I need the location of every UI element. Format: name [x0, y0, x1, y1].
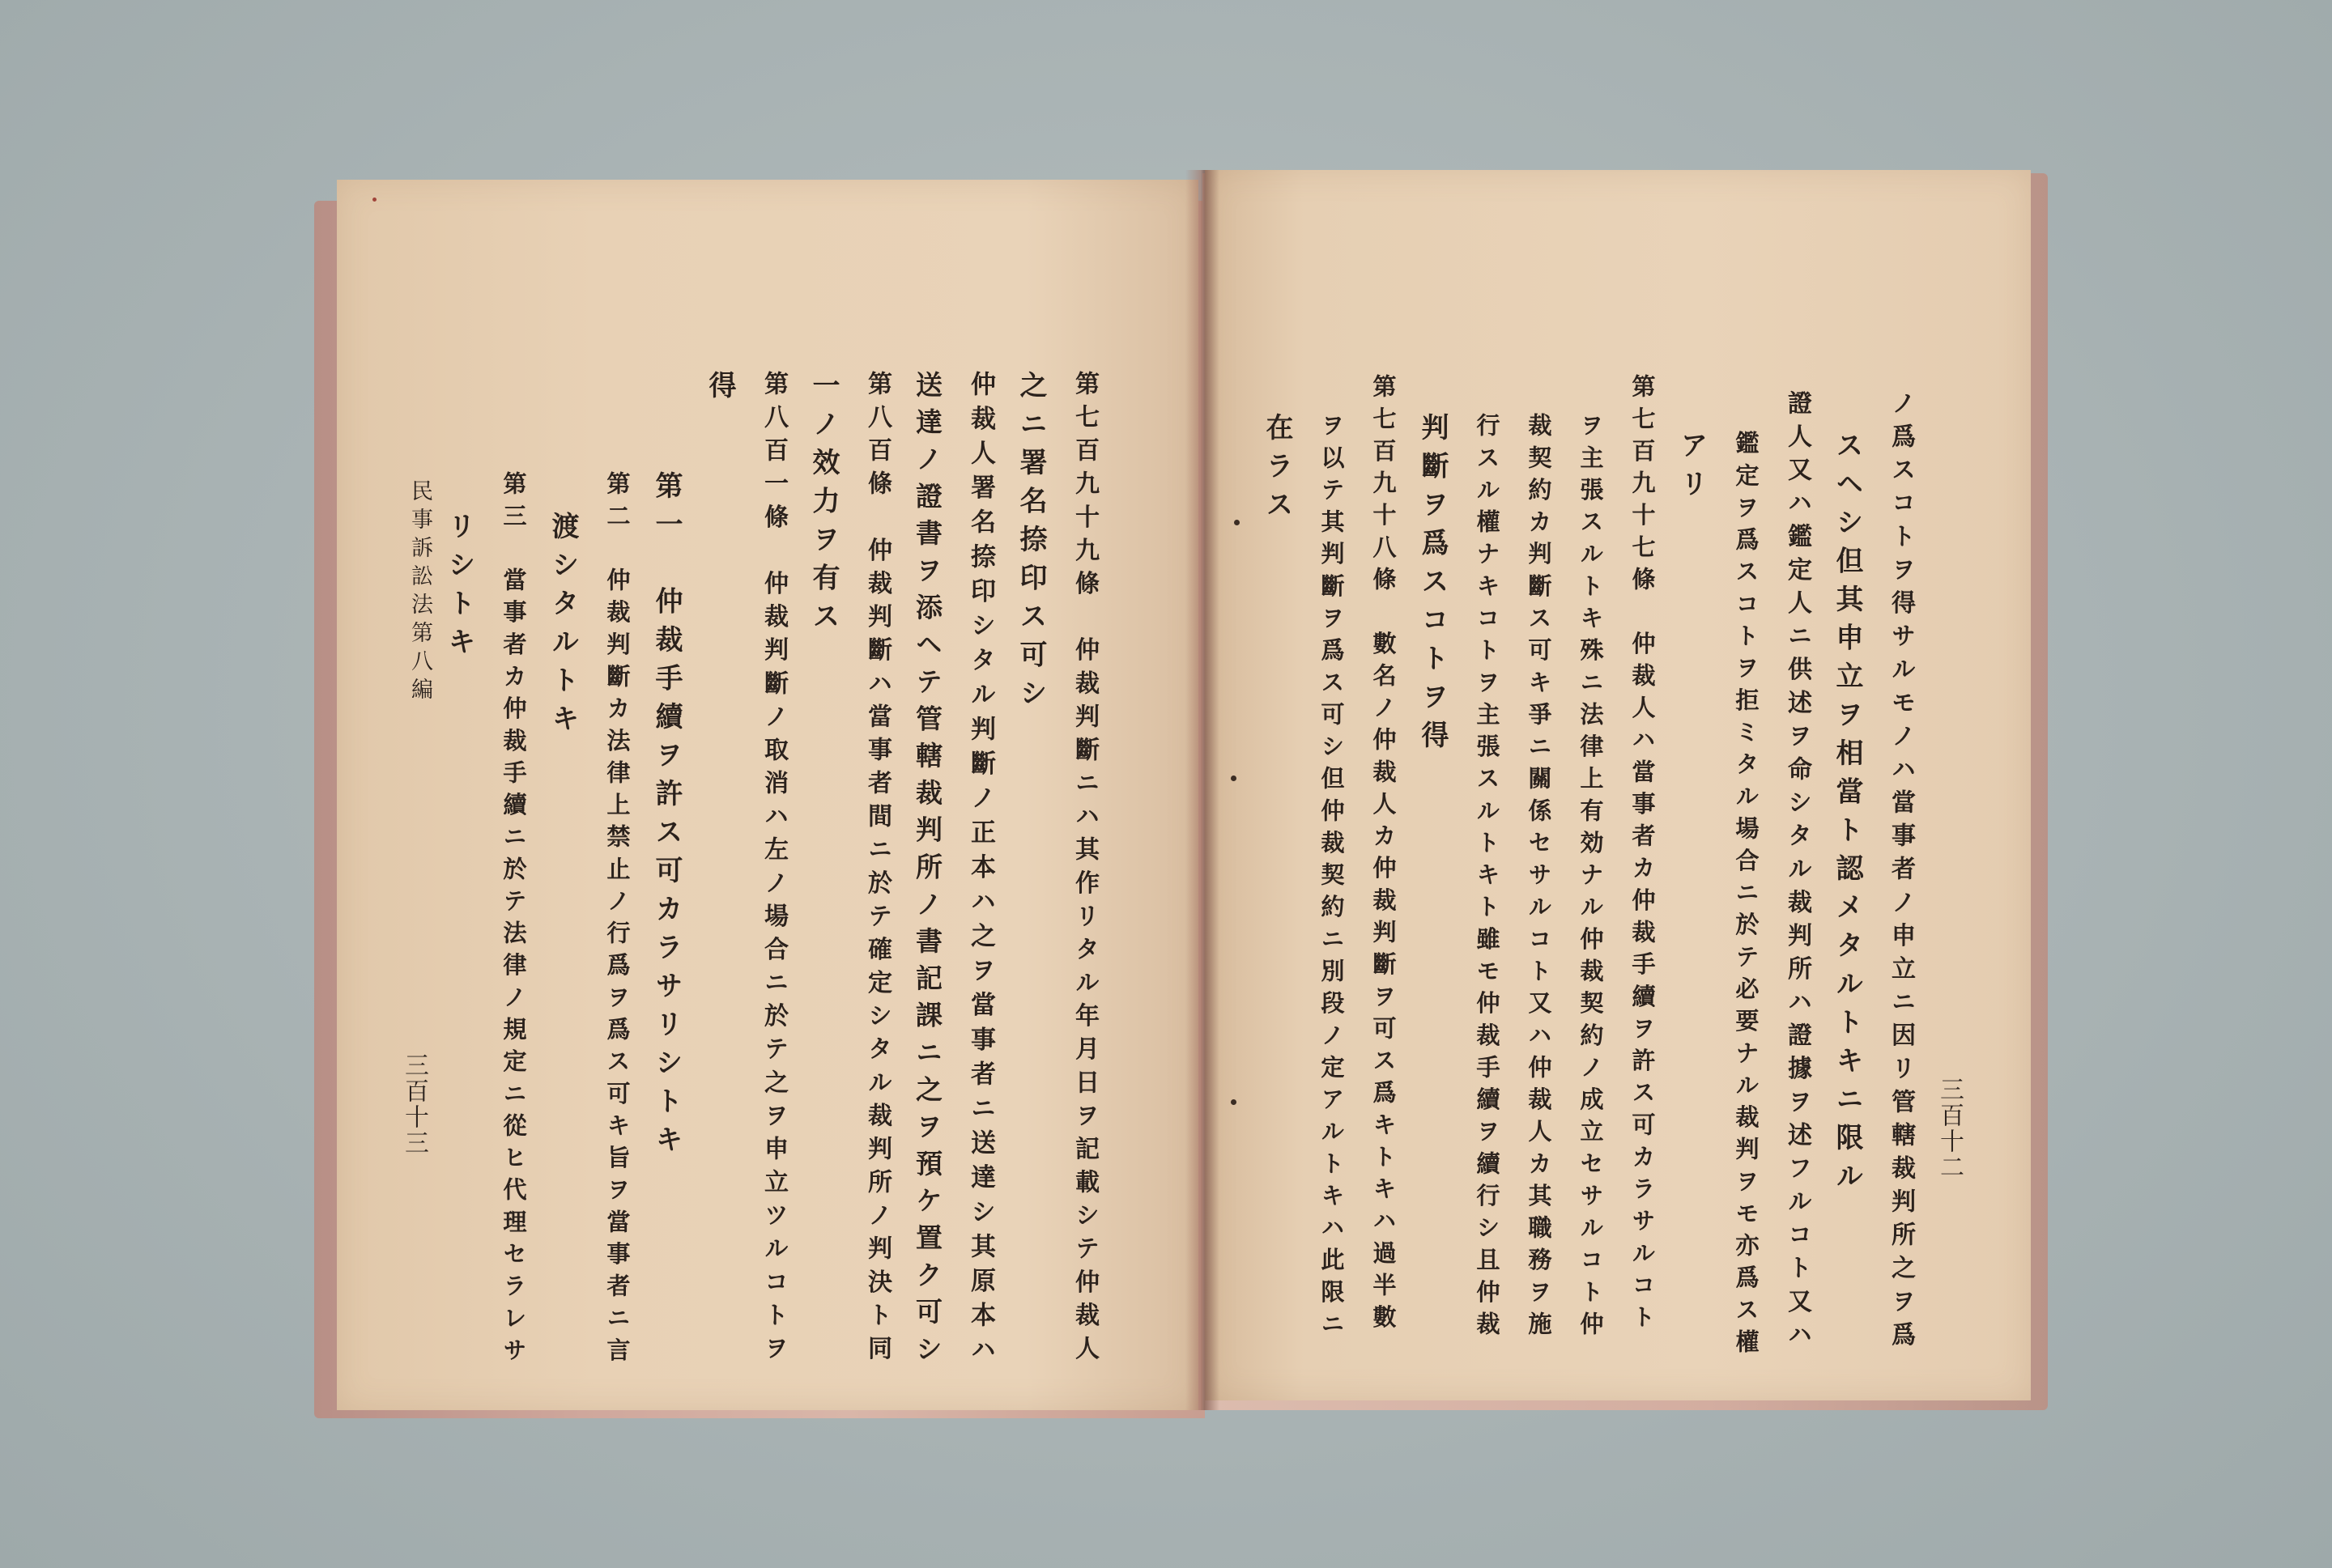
ink-speck — [372, 198, 377, 202]
left-col-3: 仲裁人署名捺印シタル判斷ノ正本ハ之ヲ當事者ニ送達シ其原本ハ — [966, 371, 995, 1371]
right-col-2: スヘシ但其申立ヲ相當ト認メタルトキニ限ル — [1831, 431, 1863, 1200]
left-col-10: 第二 仲裁判斷カ法律上禁止ノ行爲ヲ爲ス可キ旨ヲ當事者ニ言 — [603, 471, 631, 1370]
binding-hole — [1231, 1099, 1236, 1105]
right-col-8: 裁契約カ判斷ス可キ爭ニ關係セサルコト又ハ仲裁人カ其職務ヲ施 — [1525, 413, 1552, 1344]
right-col-3: 證人又ハ鑑定人ニ供述ヲ命シタル裁判所ハ證據ヲ述フルコト又ハ — [1783, 390, 1811, 1355]
left-page-number: 三百十三 — [400, 1052, 428, 1156]
right-col-7: ヲ主張スルトキ殊ニ法律上有効ナル仲裁契約ノ成立セサルコト仲 — [1577, 413, 1604, 1344]
left-col-9: 第一 仲裁手續ヲ許ス可カラサリシトキ — [650, 471, 683, 1163]
left-col-13: リシトキ — [443, 512, 475, 665]
left-col-2: 之ニ署名捺印ス可シ — [1015, 371, 1047, 717]
right-col-4: 鑑定ヲ爲スコトヲ拒ミタル場合ニ於テ必要ナル裁判ヲモ亦爲ス權 — [1732, 431, 1760, 1362]
right-col-13: 在ラス — [1261, 413, 1293, 529]
right-col-6: 第七百九十七條 仲裁人ハ當事者カ仲裁手續ヲ許ス可カラサルコト — [1628, 374, 1656, 1337]
left-col-8: 得 — [704, 371, 736, 410]
right-col-1: ノ爲スコトヲ得サルモノハ當事者ノ申立ニ因リ管轄裁判所之ヲ爲 — [1887, 390, 1915, 1355]
left-col-12: 第三 當事者カ仲裁手續ニ於テ法律ノ規定ニ從ヒ代理セラレサ — [500, 471, 527, 1370]
right-col-12: ヲ以テ其判斷ヲ爲ス可シ但仲裁契約ニ別段ノ定アルトキハ此限ニ — [1317, 413, 1345, 1344]
right-col-5: アリ — [1675, 431, 1708, 508]
left-page-footer: 民事訴訟法第八編 — [407, 479, 432, 706]
right-col-9: 行スル權ナキコトヲ主張スルトキト雖モ仲裁手續ヲ續行シ且仲裁 — [1473, 413, 1500, 1344]
binding-hole — [1231, 776, 1236, 781]
left-col-7: 第八百一條 仲裁判斷ノ取消ハ左ノ場合ニ於テ之ヲ申立ツルコトヲ — [760, 371, 788, 1369]
binding-hole — [1234, 520, 1240, 525]
book-gutter — [1185, 170, 1219, 1410]
left-col-5: 第八百條 仲裁判斷ハ當事者間ニ於テ確定シタル裁判所ノ判決ト同 — [863, 371, 892, 1369]
left-page — [337, 180, 1198, 1410]
right-page — [1205, 170, 2031, 1400]
left-col-6: 一ノ效力ヲ有ス — [807, 371, 840, 640]
left-col-4: 送達ノ證書ヲ添ヘテ管轄裁判所ノ書記課ニ之ヲ預ケ置ク可シ — [912, 371, 943, 1372]
right-col-10: 判斷ヲ爲スコトヲ得 — [1416, 413, 1449, 759]
right-page-number: 三百十二 — [1935, 1077, 1964, 1180]
right-col-11: 第七百九十八條 數名ノ仲裁人カ仲裁判斷ヲ可ス爲キトキハ過半數 — [1369, 374, 1397, 1337]
left-col-11: 渡シタルトキ — [547, 512, 579, 742]
left-col-1: 第七百九十九條 仲裁判斷ニハ其作リタル年月日ヲ記載シテ仲裁人 — [1070, 371, 1099, 1369]
